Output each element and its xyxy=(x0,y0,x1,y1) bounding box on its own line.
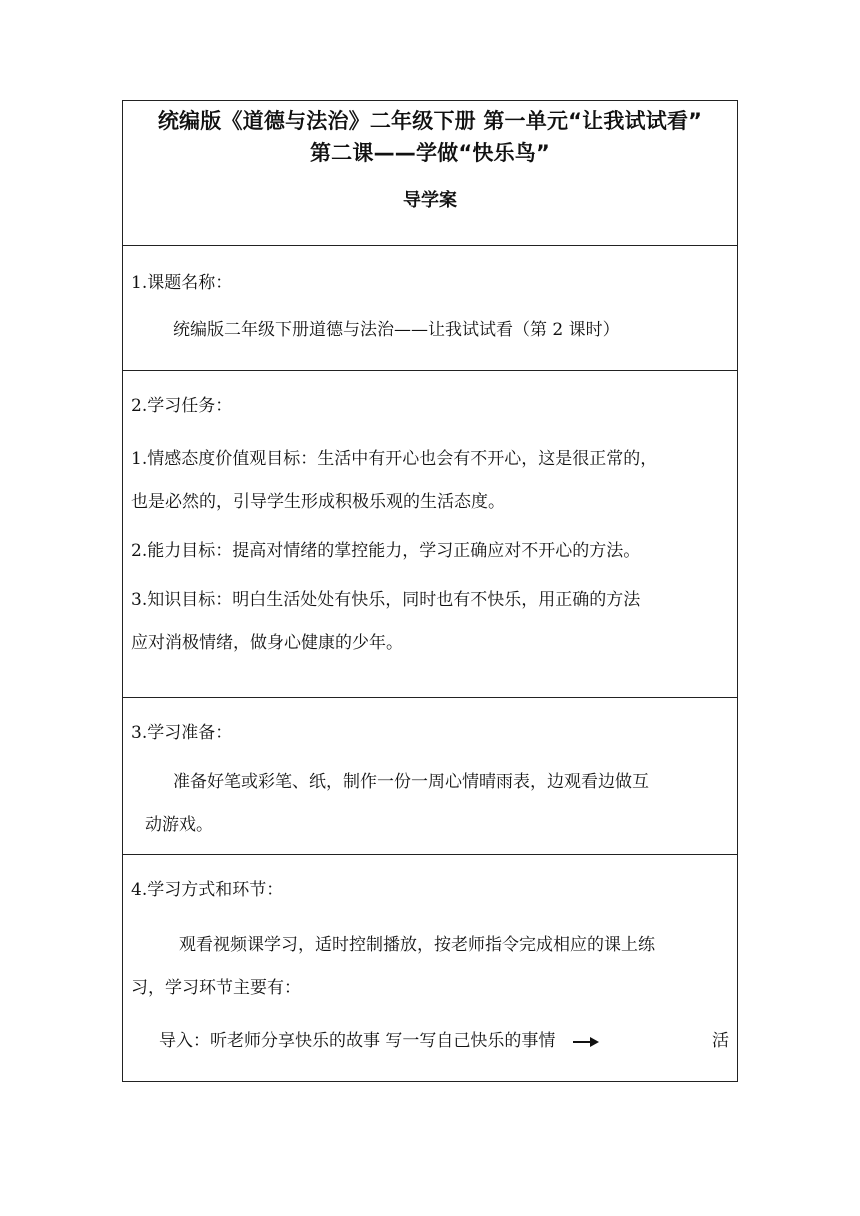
header-cell xyxy=(123,101,738,246)
document-subtitle: 导学案 xyxy=(403,190,457,211)
section-learning-methods xyxy=(123,855,738,1082)
section3-heading: 3.学习准备： xyxy=(131,723,233,743)
section1-text: 统编版二年级下册道德与法治——让我试试看（第 2 课时） xyxy=(173,320,620,340)
section2-heading: 2.学习任务： xyxy=(131,396,233,416)
task-item2: 2.能力目标：提高对情绪的掌控能力，学习正确应对不开心的方法。 xyxy=(131,541,641,561)
right-arrow-icon xyxy=(573,1037,599,1047)
section1-heading: 1.课题名称： xyxy=(131,273,233,293)
section3-line1: 准备好笔或彩笔、纸，制作一份一周心情晴雨表，边观看边做互 xyxy=(173,772,649,792)
task-item1-line2: 也是必然的，引导学生形成积极乐观的生活态度。 xyxy=(131,492,505,512)
lesson-plan-table xyxy=(122,100,738,1082)
document-title-line1: 统编版《道德与法治》二年级下册 第一单元“让我试试看” xyxy=(157,109,703,133)
flow-start-text: 导入：听老师分享快乐的故事 写一写自己快乐的事情 xyxy=(159,1031,556,1051)
flow-end-text: 活 xyxy=(712,1031,729,1051)
section-learning-tasks xyxy=(123,371,738,698)
section-learning-preparation xyxy=(123,698,738,855)
section-topic-name xyxy=(123,246,738,371)
section3-line2: 动游戏。 xyxy=(145,815,213,835)
section4-line1: 观看视频课学习，适时控制播放，按老师指令完成相应的课上练 xyxy=(179,935,655,955)
task-item3-line2: 应对消极情绪，做身心健康的少年。 xyxy=(131,633,403,653)
task-item1-line1: 1.情感态度价值观目标：生活中有开心也会有不开心，这是很正常的， xyxy=(131,449,658,469)
document-title-line2: 第二课——学做“快乐鸟” xyxy=(309,141,550,165)
section4-heading: 4.学习方式和环节： xyxy=(131,880,284,900)
task-item3-line1: 3.知识目标：明白生活处处有快乐，同时也有不快乐，用正确的方法 xyxy=(131,590,641,610)
flow-line xyxy=(131,1020,729,1063)
section4-line2: 习，学习环节主要有： xyxy=(131,978,301,998)
